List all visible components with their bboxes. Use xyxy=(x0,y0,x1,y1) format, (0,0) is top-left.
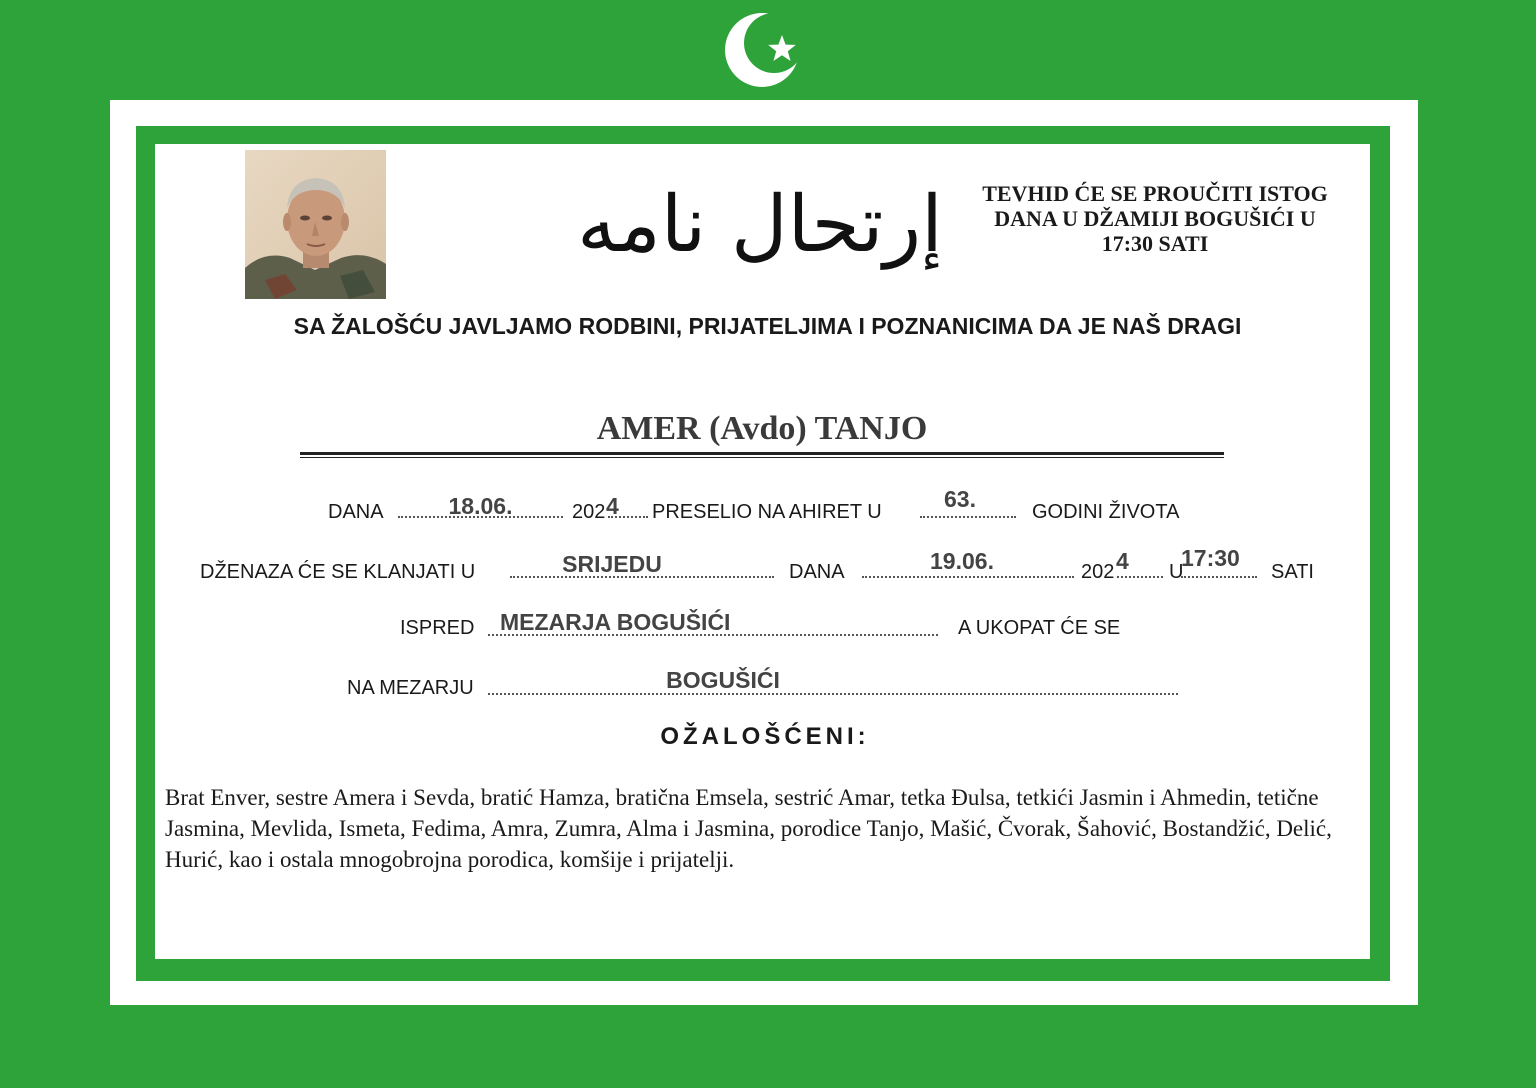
u-label: U xyxy=(1169,561,1184,583)
year-dotted-line xyxy=(608,516,648,518)
name-underline-thin xyxy=(300,457,1224,458)
age-value: 63. xyxy=(944,486,976,512)
death-date: 18.06. xyxy=(448,493,513,519)
dzenaza-time: 17:30 xyxy=(1181,545,1240,571)
mezarju-label: NA MEZARJU xyxy=(347,677,474,699)
ispred-place: MEZARJA BOGUŠIĆI xyxy=(500,609,731,635)
year-digit-2: 4 xyxy=(1116,548,1129,574)
crescent-star-icon xyxy=(722,8,806,92)
dzenaza-date: 19.06. xyxy=(930,548,994,574)
mourners-title: OŽALOŠĆENI: xyxy=(660,723,870,750)
ukopat-label: A UKOPAT ĆE SE xyxy=(958,617,1121,639)
time-dotted-line xyxy=(1181,576,1257,578)
cemetery-name: BOGUŠIĆI xyxy=(666,667,780,693)
tevhid-line-1: TEVHID ĆE SE PROUČITI ISTOG xyxy=(982,181,1328,206)
date2-dotted-line xyxy=(862,576,1074,578)
age-dotted-line xyxy=(920,516,1016,518)
year-digit: 4 xyxy=(606,493,619,519)
arabic-title: إرتحال نامه xyxy=(577,180,943,270)
tevhid-line-2: DANA U DŽAMIJI BOGUŠIĆI U xyxy=(994,206,1316,231)
tevhid-notice xyxy=(945,181,1365,256)
dzenaza-label: DŽENAZA ĆE SE KLANJATI U xyxy=(200,561,476,583)
godini-label: GODINI ŽIVOTA xyxy=(1032,501,1180,523)
year-prefix: 202 xyxy=(572,501,606,523)
dana-label: DANA xyxy=(328,501,384,523)
year-prefix-2: 202 xyxy=(1081,561,1115,583)
name-underline xyxy=(300,452,1224,455)
deceased-name: AMER (Avdo) TANJO xyxy=(596,410,928,447)
year2-dotted-line xyxy=(1117,576,1163,578)
dzenaza-day: SRIJEDU xyxy=(562,551,662,577)
sati-label: SATI xyxy=(1271,561,1314,583)
announcement-text: SA ŽALOŠĆU JAVLJAMO RODBINI, PRIJATELJIMA I POZNANICIMA DA JE NAŠ DRAGI xyxy=(293,313,1242,339)
tevhid-line-3: 17:30 SATI xyxy=(1101,231,1209,256)
dana-label-2: DANA xyxy=(789,561,845,583)
deceased-photo xyxy=(245,150,386,299)
preselio-label: PRESELIO NA AHIRET U xyxy=(652,501,882,523)
mourners-list: Brat Enver, sestre Amera i Sevda, bratić Hamza, bratična Emsela, sestrić Amar, tetka Đulsa, tetkići Jasmin i Ahmedin, tetične Jasmina, Mevlida, Ismeta, Fedima, Amra, Zumra, Alma i Jasmina, porodice Tanjo, Mašić, Čvorak, Šahović, Bostandžić, Delić, Hurić, kao i ostala mnogobrojna porodica, komšije i prijatelji. xyxy=(165,785,1332,872)
ispred-label: ISPRED xyxy=(400,617,475,639)
